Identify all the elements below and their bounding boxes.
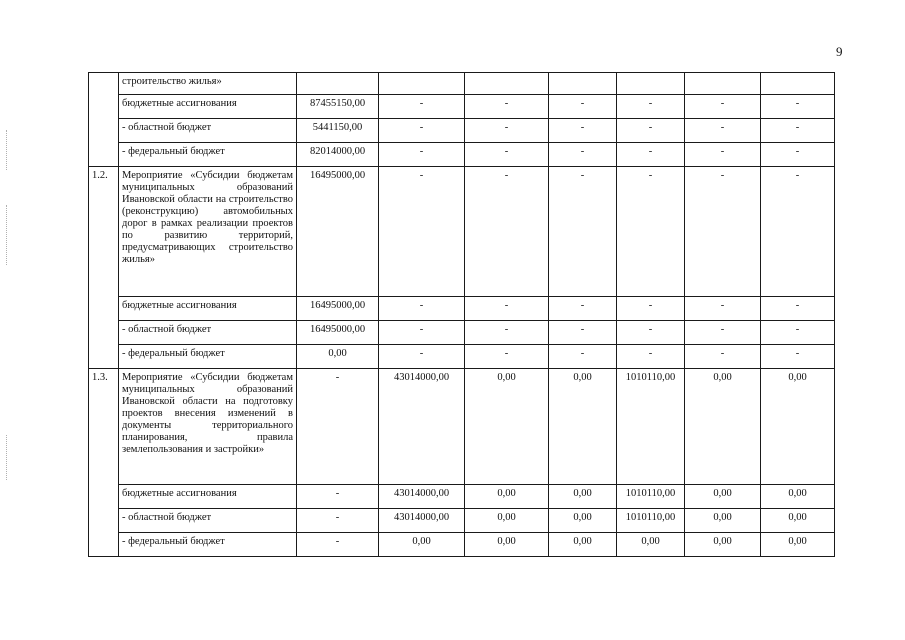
amount-cell: - <box>465 143 549 167</box>
amount-cell: - <box>549 297 617 321</box>
row-description: бюджетные ассигнования <box>119 297 297 321</box>
amount-cell: - <box>297 485 379 509</box>
budget-row <box>89 95 835 119</box>
amount-cell: 0,00 <box>761 533 835 557</box>
amount-cell: 43014000,00 <box>379 509 465 533</box>
amount-cell: 0,00 <box>549 509 617 533</box>
amount-cell: 43014000,00 <box>379 369 465 485</box>
amount-cell: - <box>297 509 379 533</box>
amount-cell: - <box>685 321 761 345</box>
row-description: бюджетные ассигнования <box>119 95 297 119</box>
budget-row <box>89 345 835 369</box>
row-description: - федеральный бюджет <box>119 143 297 167</box>
amount-cell: - <box>761 143 835 167</box>
amount-cell: - <box>549 95 617 119</box>
amount-cell: - <box>761 321 835 345</box>
row-index <box>89 73 119 167</box>
row-description: Мероприятие «Субсидии бюджетам муниципальных образований Ивановской области на подготовку проектов внесения изменений в документы территориального планирования, правила землепользования и застройки» <box>119 369 297 485</box>
amount-cell: - <box>761 119 835 143</box>
amount-cell: - <box>685 119 761 143</box>
budget-row <box>89 533 835 557</box>
amount-cell: 0,00 <box>761 485 835 509</box>
amount-cell: - <box>685 297 761 321</box>
amount-cell: - <box>379 345 465 369</box>
scan-margin-mark <box>6 130 8 170</box>
amount-cell: - <box>549 167 617 297</box>
amount-cell: - <box>379 143 465 167</box>
amount-cell: 43014000,00 <box>379 485 465 509</box>
amount-cell: 1010110,00 <box>617 509 685 533</box>
amount-cell: 0,00 <box>761 509 835 533</box>
amount-cell: 16495000,00 <box>297 297 379 321</box>
amount-cell: 0,00 <box>549 533 617 557</box>
amount-cell: - <box>379 321 465 345</box>
row-description: строительство жилья» <box>119 73 297 95</box>
measure-row <box>89 369 835 485</box>
amount-cell: - <box>549 345 617 369</box>
budget-row <box>89 73 835 95</box>
amount-cell: - <box>617 345 685 369</box>
amount-cell: 1010110,00 <box>617 485 685 509</box>
amount-cell: - <box>761 95 835 119</box>
amount-cell: - <box>465 95 549 119</box>
amount-cell: 0,00 <box>685 533 761 557</box>
amount-cell <box>761 73 835 95</box>
amount-cell: 0,00 <box>617 533 685 557</box>
budget-row <box>89 143 835 167</box>
amount-cell: - <box>685 345 761 369</box>
amount-cell: - <box>379 297 465 321</box>
row-description: - областной бюджет <box>119 119 297 143</box>
row-description: - областной бюджет <box>119 509 297 533</box>
amount-cell: 0,00 <box>465 485 549 509</box>
row-index: 1.2. <box>89 167 119 369</box>
amount-cell: 0,00 <box>549 369 617 485</box>
amount-cell: 0,00 <box>549 485 617 509</box>
amount-cell: - <box>465 119 549 143</box>
amount-cell <box>297 73 379 95</box>
budget-table <box>88 72 835 557</box>
amount-cell: 0,00 <box>297 345 379 369</box>
amount-cell: 0,00 <box>685 485 761 509</box>
budget-table-body <box>89 73 835 557</box>
amount-cell: 0,00 <box>465 509 549 533</box>
amount-cell: 0,00 <box>465 369 549 485</box>
row-description: - федеральный бюджет <box>119 533 297 557</box>
budget-row <box>89 297 835 321</box>
amount-cell: - <box>549 321 617 345</box>
amount-cell: - <box>379 119 465 143</box>
amount-cell: - <box>617 119 685 143</box>
amount-cell: 87455150,00 <box>297 95 379 119</box>
amount-cell: 5441150,00 <box>297 119 379 143</box>
amount-cell: - <box>465 167 549 297</box>
amount-cell: - <box>297 369 379 485</box>
amount-cell: - <box>549 143 617 167</box>
scan-margin-mark <box>6 205 8 265</box>
amount-cell: - <box>617 167 685 297</box>
row-description: - областной бюджет <box>119 321 297 345</box>
row-description: Мероприятие «Субсидии бюджетам муниципальных образований Ивановской области на строительство (реконструкцию) автомобильных дорог в рамках реализации проектов по развитию территорий, предусматривающих строительство жилья» <box>119 167 297 297</box>
amount-cell: - <box>297 533 379 557</box>
row-description: - федеральный бюджет <box>119 345 297 369</box>
amount-cell: - <box>761 167 835 297</box>
measure-row <box>89 167 835 297</box>
amount-cell <box>465 73 549 95</box>
amount-cell <box>549 73 617 95</box>
budget-row <box>89 509 835 533</box>
amount-cell: 0,00 <box>761 369 835 485</box>
amount-cell: - <box>465 321 549 345</box>
amount-cell: - <box>379 95 465 119</box>
amount-cell <box>685 73 761 95</box>
amount-cell: - <box>617 297 685 321</box>
amount-cell: - <box>617 143 685 167</box>
row-description: бюджетные ассигнования <box>119 485 297 509</box>
amount-cell: - <box>617 95 685 119</box>
budget-row <box>89 485 835 509</box>
amount-cell <box>379 73 465 95</box>
amount-cell: - <box>685 143 761 167</box>
amount-cell: 0,00 <box>685 509 761 533</box>
amount-cell: - <box>761 297 835 321</box>
budget-row <box>89 321 835 345</box>
amount-cell: 0,00 <box>685 369 761 485</box>
amount-cell: 1010110,00 <box>617 369 685 485</box>
amount-cell: 0,00 <box>465 533 549 557</box>
row-index: 1.3. <box>89 369 119 557</box>
budget-row <box>89 119 835 143</box>
amount-cell: - <box>685 167 761 297</box>
scan-margin-mark <box>6 435 8 480</box>
amount-cell: 16495000,00 <box>297 167 379 297</box>
page-number: 9 <box>836 44 843 59</box>
amount-cell: - <box>685 95 761 119</box>
amount-cell <box>617 73 685 95</box>
amount-cell: 82014000,00 <box>297 143 379 167</box>
amount-cell: - <box>465 345 549 369</box>
amount-cell: - <box>379 167 465 297</box>
amount-cell: - <box>617 321 685 345</box>
amount-cell: - <box>761 345 835 369</box>
amount-cell: 16495000,00 <box>297 321 379 345</box>
amount-cell: - <box>549 119 617 143</box>
amount-cell: 0,00 <box>379 533 465 557</box>
amount-cell: - <box>465 297 549 321</box>
